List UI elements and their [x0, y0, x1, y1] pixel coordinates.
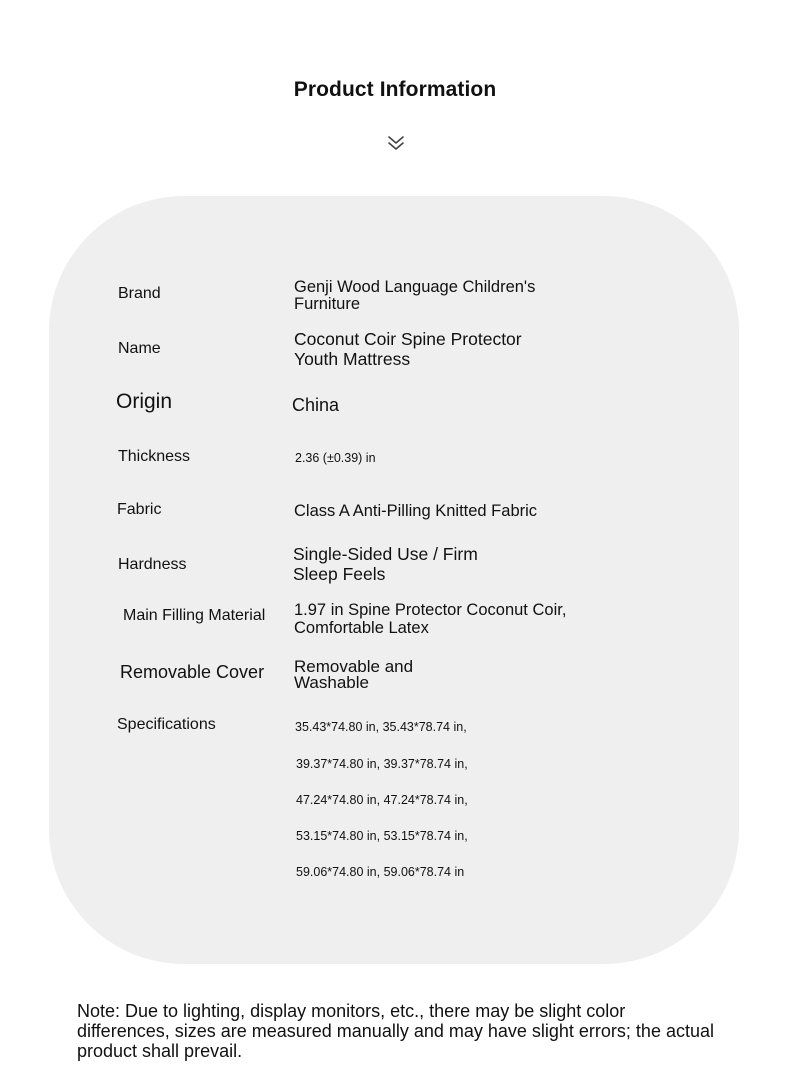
specifications-label: Specifications	[117, 716, 216, 733]
spec-size-line: 39.37*74.80 in, 39.37*78.74 in,	[296, 757, 468, 771]
hardness-value: Single-Sided Use / Firm Sleep Feels	[293, 544, 478, 584]
page-title: Product Information	[293, 78, 497, 101]
cover-value: Removable and Washable	[294, 657, 414, 692]
disclaimer-note: Note: Due to lighting, display monitors, etc., there may be slight color differences, sizes are measured manually and may have slight errors; the actual product shall prevail.	[77, 1001, 714, 1061]
fabric-label: Fabric	[117, 501, 162, 518]
spec-size-line: 53.15*74.80 in, 53.15*78.74 in,	[296, 829, 468, 843]
spec-size-line: 35.43*74.80 in, 35.43*78.74 in,	[295, 720, 467, 734]
brand-value: Genji Wood Language Children's Furniture	[294, 278, 536, 313]
spec-size-line: 59.06*74.80 in, 59.06*78.74 in	[296, 865, 465, 879]
brand-label: Brand	[118, 285, 161, 302]
filling-value: 1.97 in Spine Protector Coconut Coir, Comfortable Latex	[294, 601, 567, 637]
thickness-value: 2.36 (±0.39) in	[295, 451, 376, 465]
origin-value: China	[292, 395, 340, 415]
filling-label: Main Filling Material	[123, 607, 266, 624]
name-value: Coconut Coir Spine Protector Youth Mattress	[294, 329, 522, 369]
origin-label: Origin	[116, 390, 173, 413]
double-chevron-down-icon	[386, 134, 406, 154]
hardness-label: Hardness	[118, 556, 187, 573]
spec-size-line: 47.24*74.80 in, 47.24*78.74 in,	[296, 793, 468, 807]
name-label: Name	[118, 340, 161, 357]
thickness-label: Thickness	[118, 448, 191, 465]
fabric-value: Class A Anti-Pilling Knitted Fabric	[294, 502, 538, 520]
cover-label: Removable Cover	[120, 662, 265, 682]
